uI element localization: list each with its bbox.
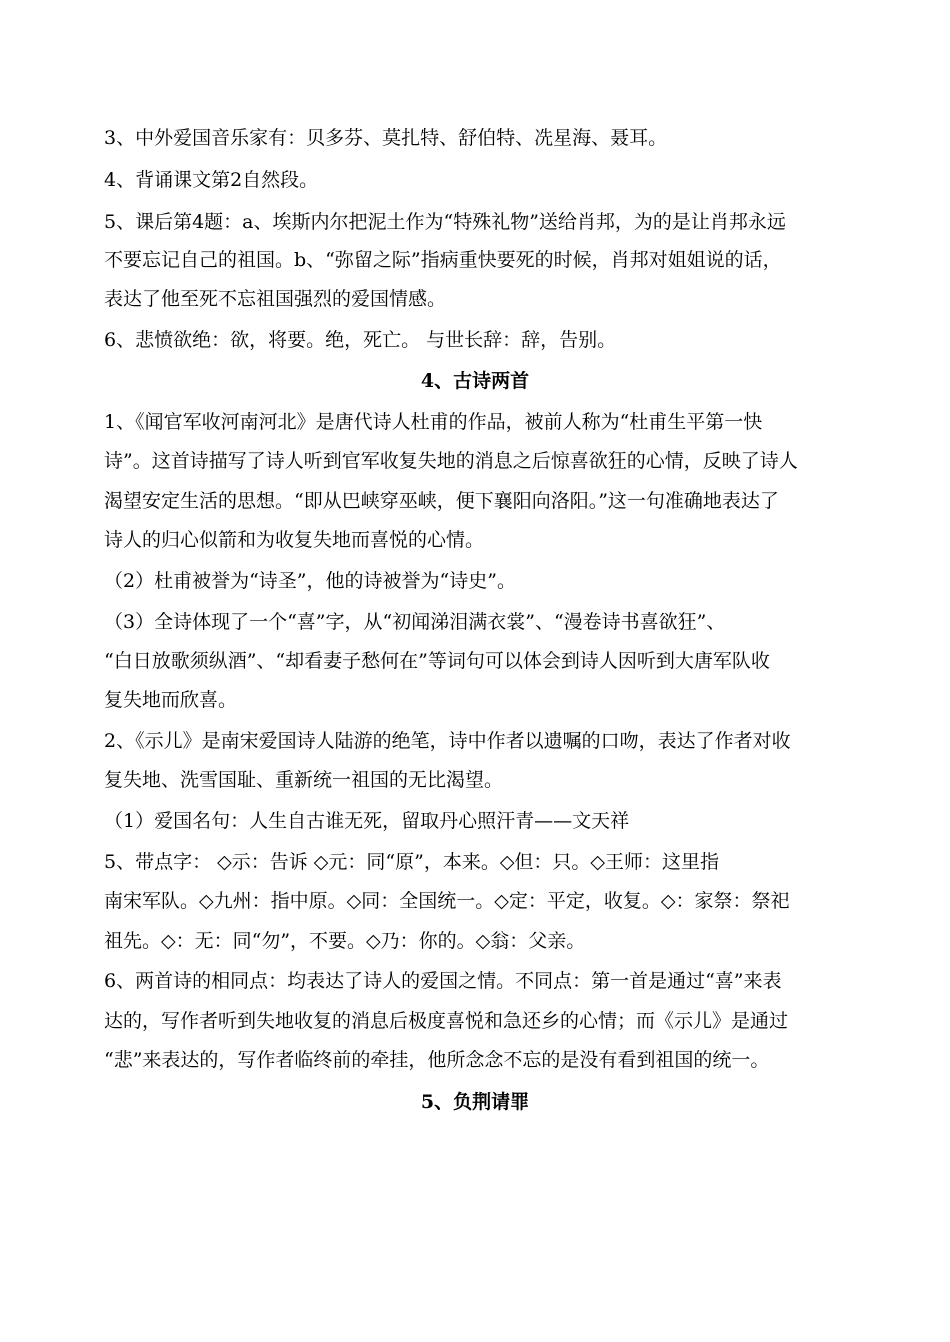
paragraph-line: （1）爱国名句：人生自古谁无死，留取丹心照汗青——文天祥 [104,810,630,832]
paragraph-line: 3、中外爱国音乐家有：贝多芬、莫扎特、舒伯特、冼星海、聂耳。 [104,127,668,149]
paragraph-line: 南宋军队。◇九州：指中原。◇同：全国统一。◇定：平定，收复。◇：家祭：祭祀 [104,890,790,912]
section-heading: 5、负荆请罪 [420,1091,530,1113]
section-heading: 4、古诗两首 [420,370,530,392]
paragraph-line: “白日放歌须纵酒”、“却看妻子愁何在”等词句可以体会到诗人因听到大唐军队收 [104,650,770,672]
paragraph-line: 不要忘记自己的祖国。b、“弥留之际”指病重快要死的时候，肖邦对姐姐说的话， [104,249,782,271]
paragraph-line: 1、《闻官军收河南河北》是唐代诗人杜甫的作品，被前人称为“杜甫生平第一快 [104,411,763,433]
paragraph-line: 复失地、洗雪国耻、重新统一祖国的无比渴望。 [104,769,504,791]
paragraph-line: 诗”。这首诗描写了诗人听到官军收复失地的消息之后惊喜欲狂的心情，反映了诗人 [104,450,798,472]
paragraph-line: 复失地而欣喜。 [104,689,238,711]
paragraph-line: 诗人的归心似箭和为收复失地而喜悦的心情。 [104,529,485,551]
paragraph-line: 渴望安定生活的思想。“即从巴峡穿巫峡，便下襄阳向洛阳。”这一句准确地表达了 [104,490,779,512]
paragraph-line: 5、课后第4题：a、埃斯内尔把泥土作为“特殊礼物”送给肖邦，为的是让肖邦永远 [104,211,786,233]
paragraph-line: 2、《示儿》是南宋爱国诗人陆游的绝笔，诗中作者以遗嘱的口吻，表达了作者对收 [104,730,791,752]
paragraph-line: 5、带点字： ◇示：告诉 ◇元：同“原”，本来。◇但：只。◇王师：这里指 [104,851,720,873]
paragraph-line: 6、两首诗的相同点：均表达了诗人的爱国之情。不同点：第一首是通过“喜”来表 [104,970,782,992]
paragraph-line: （2）杜甫被誉为“诗圣”，他的诗被誉为“诗史”。 [104,570,516,592]
paragraph-line: 6、悲愤欲绝：欲，将要。绝，死亡。 与世长辞：辞，告别。 [104,329,617,351]
paragraph-line: “悲”来表达的，写作者临终前的牵挂，他所念念不忘的是没有看到祖国的统一。 [104,1049,770,1071]
paragraph-line: （3）全诗体现了一个“喜”字，从“初闻涕泪满衣裳”、“漫卷诗书喜欲狂”、 [104,611,726,633]
paragraph-line: 4、背诵课文第2自然段。 [104,169,319,191]
paragraph-line: 达的，写作者听到失地收复的消息后极度喜悦和急还乡的心情；而《示儿》是通过 [104,1010,789,1032]
paragraph-line: 祖先。◇：无：同“勿”，不要。◇乃：你的。◇翁：父亲。 [104,930,586,952]
paragraph-line: 表达了他至死不忘祖国强烈的爱国情感。 [104,288,447,310]
